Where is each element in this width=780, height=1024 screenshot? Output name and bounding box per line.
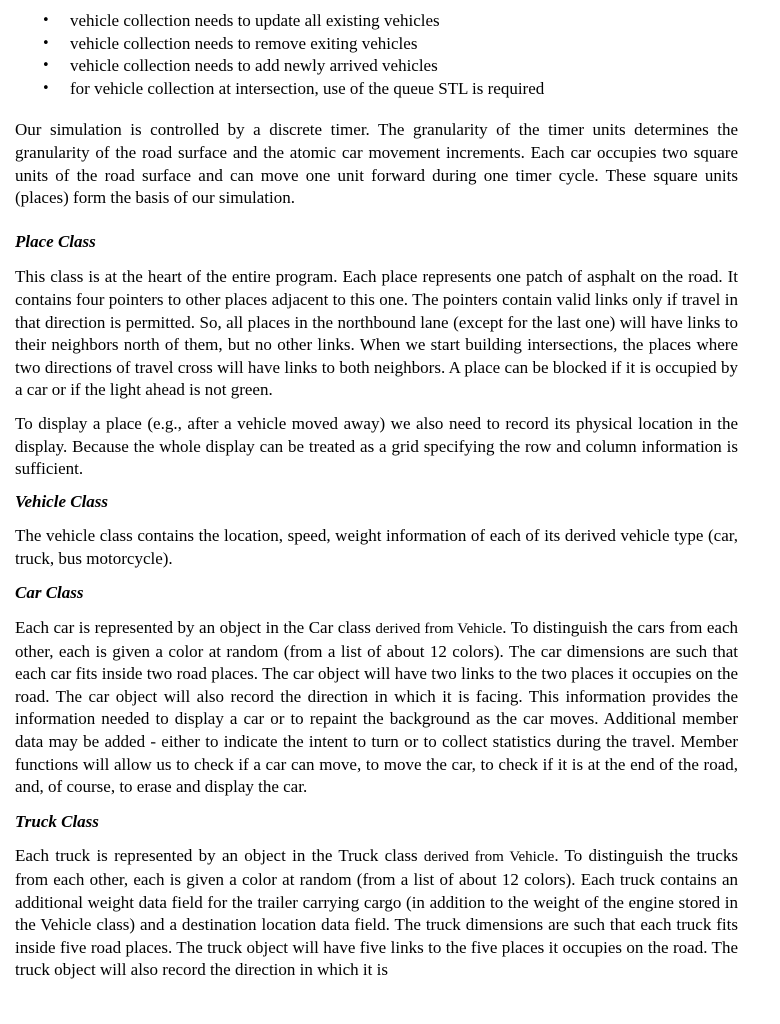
place-class-paragraph-1: This class is at the heart of the entire program. Each place represents one patch of asphalt on the road. It contains four pointers to other places adjacent to this one. The pointers contain valid links only if travel in that direction is permitted. So, all places in the northbound lane (except for the last one) will have links to their neighbors north of them, but no other links. When we start building intersections, the places where two directions of travel cross will have links to both neighbors. A place can be blocked if it is occupied by a car or if the light ahead is not green. xyxy=(15,267,738,400)
requirements-bullet-list xyxy=(15,10,738,100)
bullet-item xyxy=(15,55,738,78)
bullet-text: for vehicle collection at intersection, use of the queue STL is required xyxy=(70,78,545,98)
bullet-text: vehicle collection needs to remove exiting vehicles xyxy=(70,33,418,53)
truck-class-heading: Truck Class xyxy=(15,811,99,831)
bullet-text: vehicle collection needs to add newly arrived vehicles xyxy=(70,56,438,76)
truck-intro-text: Each truck is represented by an object in the Truck class xyxy=(15,846,424,866)
truck-class-paragraph xyxy=(15,845,738,982)
bullet-text: vehicle collection needs to update all existing vehicles xyxy=(70,11,440,30)
truck-rest-text: . To distinguish the trucks from each other, each is given a color at random (from a list of about 12 colors). Each truck contains an additional weight data field for the trailer carrying cargo (in addition to the weight of the engine stored in the Vehicle class) and a destination location data field. The truck dimensions are such that each truck fits inside five road places. The truck object will have five links to the five places it occupies on the road. The truck object will also record the direction in which it is xyxy=(15,846,739,980)
car-derived-from-text: derived from Vehicle xyxy=(375,621,503,638)
bullet-icon: • xyxy=(42,13,50,28)
bullet-item xyxy=(15,33,738,56)
vehicle-class-heading: Vehicle Class xyxy=(15,491,109,511)
car-class-heading: Car Class xyxy=(15,583,84,603)
intro-paragraph: Our simulation is controlled by a discrete timer. The granularity of the timer units determines the granularity of the road surface and the atomic car movement increments. Each car occupies two square units of the road surface and can move one unit forward during one timer cycle. These square units (places) form the basis of our simulation. xyxy=(15,120,738,208)
vehicle-class-paragraph: The vehicle class contains the location, speed, weight information of each of its derived vehicle type (car, truck, bus motorcycle). xyxy=(15,526,738,568)
bullet-item xyxy=(15,10,738,33)
place-class-heading: Place Class xyxy=(15,231,96,251)
car-intro-text: Each car is represented by an object in the Car class xyxy=(15,618,376,638)
car-rest-text: . To distinguish the cars from each other, each is given a color at random (from a list of about 12 colors). The car dimensions are such that each car fits inside two road places. The car object will have two links to the two places it occupies on the road. The car object will also record the direction in which it is facing. This information provides the information needed to display a car or to repaint the background as the car moves. Additional member data may be added - either to indicate the intent to turn or to collect statistics during the travel. Member functions will allow us to check if a car can move, to move the car, to check if it is at the end of the road, and, of course, to erase and display the car. xyxy=(15,618,739,797)
place-class-paragraph-2: To display a place (e.g., after a vehicle moved away) we also need to record its physical location in the display. Because the whole display can be treated as a grid specifying the row and column information is sufficient. xyxy=(15,413,738,479)
car-class-paragraph xyxy=(15,617,738,799)
bullet-icon: • xyxy=(42,80,50,96)
bullet-item xyxy=(15,78,738,101)
bullet-icon: • xyxy=(42,35,50,51)
truck-derived-from-text: derived from Vehicle xyxy=(423,849,555,866)
bullet-icon: • xyxy=(42,58,50,74)
